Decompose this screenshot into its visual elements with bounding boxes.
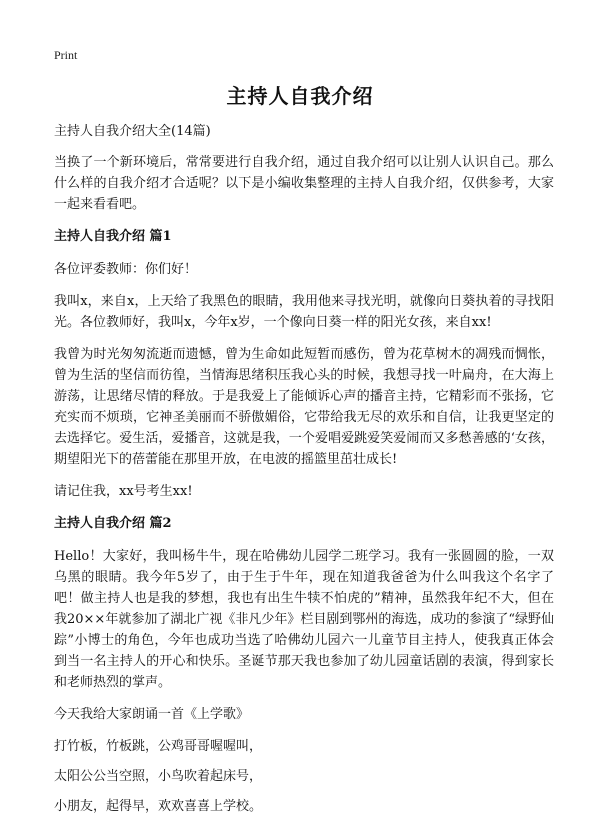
poem-line-1: 打竹板，竹板跳，公鸡哥哥喔喔叫， xyxy=(54,739,263,754)
print-link[interactable]: Print xyxy=(54,48,78,62)
poem-line-3: 小朋友，起得早，欢欢喜喜上学校。 xyxy=(54,799,263,814)
section-1-paragraph-1: 各位评委教师：你们好！ xyxy=(54,262,198,277)
intro-paragraph: 当换了一个新环境后，常常要进行自我介绍，通过自我介绍可以让别人认识自己。那么什么样的自我介绍才合适呢？以下是小编收集整理的主持人自我介绍，仅供参考，大家一起来看看吧。 xyxy=(54,155,554,212)
article-subtitle: 主持人自我介绍大全(14篇) xyxy=(54,124,211,139)
section-heading-1: 主持人自我介绍 篇1 xyxy=(54,229,172,244)
page-title: 主持人自我介绍 xyxy=(226,84,374,108)
section-2-paragraph-2: 今天我给大家朗诵一首《上学歌》 xyxy=(54,707,250,722)
poem-line-2: 太阳公公当空照，小鸟吹着起床号， xyxy=(54,769,263,784)
section-1-paragraph-3: 我曾为时光匆匆流逝而遗憾，曾为生命如此短暂而感伤，曾为花草树木的凋残而惆怅，曾为生活的坚信而彷徨，当情海思绪积压我心头的时候，我想寻找一叶扁舟，在大海上游荡，让思绪尽情的释放。于是我爱上了能倾诉心声的播音主持，它精彩而不张扬，它充实而不烦琐，它神圣美丽而不骄傲媚俗，它带给我无尽的欢乐和自信，让我更坚定的去选择它。爱生活，爱播音，这就是我，一个爱唱爱跳爱笑爱闹而又多愁善感的‘女孩，期望阳光下的蓓蕾能在那里开放，在电波的摇篮里茁壮成长! xyxy=(54,347,554,467)
section-2-paragraph-1: Hello！大家好，我叫杨牛牛，现在哈佛幼儿园学二班学习。我有一张圆圆的脸，一双乌黑的眼睛。我今年5岁了，由于生于牛年，现在知道我爸爸为什么叫我这个名字了吧！做主持人也是我的梦想，我也有出生牛犊不怕虎的”精神，虽然我年纪不大，但在我20××年就参加了湖北广视《非凡少年》栏目剧到鄂州的海选，成功的参演了“绿野仙踪”小博士的角色，今年也成功当选了哈佛幼儿园六一儿童节目主持人，使我真正体会到当一名主持人的开心和快乐。圣诞节那天我也参加了幼儿园童话剧的表演，得到家长和老师热烈的掌声。 xyxy=(54,549,554,690)
section-1-paragraph-4: 请记住我，xx号考生xx! xyxy=(54,484,193,499)
article-body xyxy=(54,121,554,826)
section-heading-2: 主持人自我介绍 篇2 xyxy=(54,516,172,531)
section-1-paragraph-2: 我叫x，来自x，上天给了我黑色的眼睛，我用他来寻找光明，就像向日葵执着的寻找阳光。各位教师好，我叫x，今年x岁，一个像向日葵一样的阳光女孩，来自xx! xyxy=(54,294,554,330)
